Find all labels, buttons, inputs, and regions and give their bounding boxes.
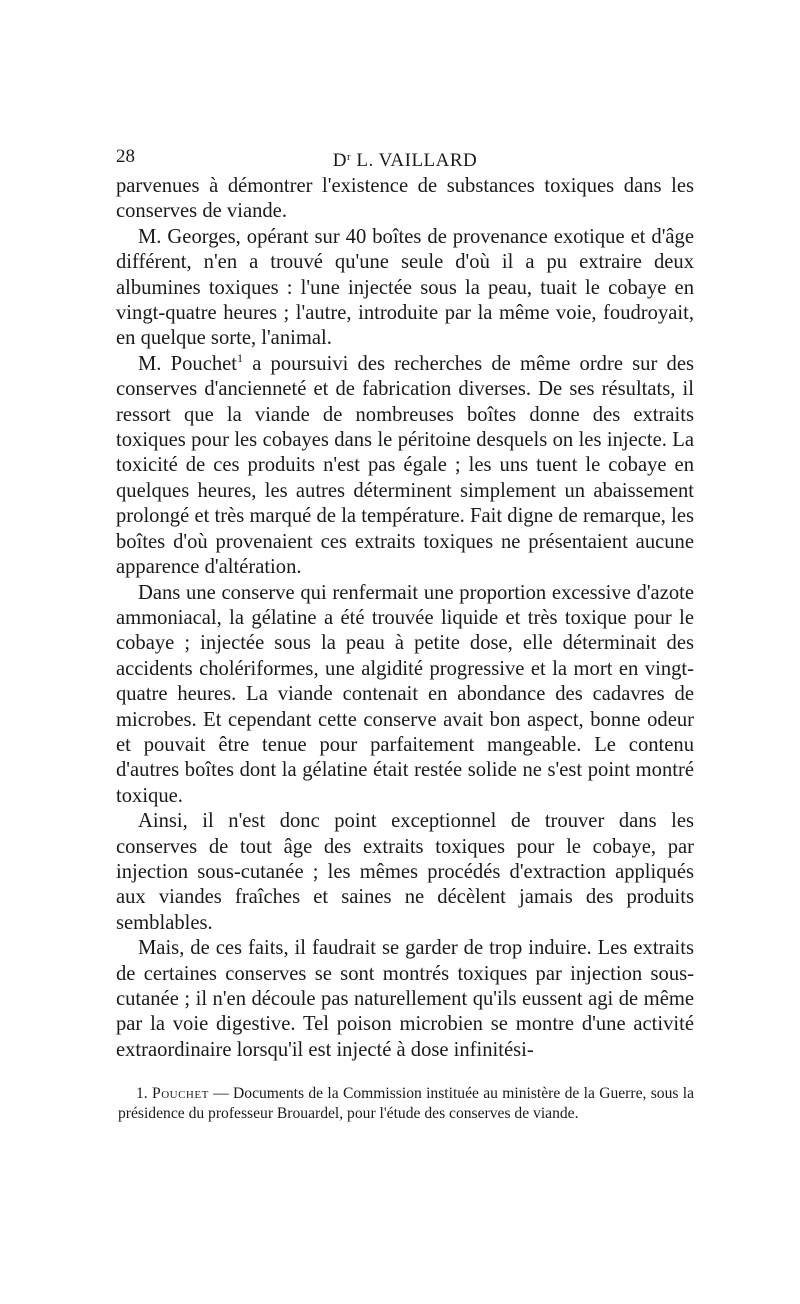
pouchet-name: M. Pouchet — [138, 352, 237, 375]
paragraph-4: Dans une conserve qui renfermait une proportion excessive d'azote ammoniacal, la gélatine a été trouvée liquide et très toxique pour le cobaye ; injectée sous la peau à petite dose, elle déterminait des accidents cholériformes, une algidité progressive et la mort en vingt-quatre heures. La viande contenait en abondance des cadavres de microbes. Et cependant cette conserve avait bon aspect, bonne odeur et pouvait être tenue pour parfaitement mangeable. Le contenu d'autres boîtes dont la gélatine était restée solide ne s'est point montré toxique. — [116, 581, 694, 807]
footnote-text: — Documents de la Commission instituée au ministère de la Guerre, sous la présidence du professeur Brouardel, pour l'étude des conserves de viande. — [118, 1085, 694, 1122]
paragraph-2: M. Georges, opérant sur 40 boîtes de provenance exotique et d'âge différent, n'en a trouvé qu'une seule d'où il a pu extraire deux albumines toxiques : l'une injectée sous la peau, tuait le cobaye en vingt-quatre heures ; l'autre, introduite par la même voie, foudroyait, en quelque sorte, l'animal. — [116, 225, 694, 350]
running-title — [116, 144, 694, 174]
footnote — [118, 1084, 694, 1123]
footnote-1 — [118, 1084, 694, 1123]
body-text — [116, 174, 694, 1063]
footnote-author: Pouchet — [152, 1085, 209, 1102]
paragraph-3 — [116, 352, 694, 581]
paragraph-6: Mais, de ces faits, il faudrait se garder de trop induire. Les extraits de certaines conserves se sont montrés toxiques par injection sous-cutanée ; il n'en découle pas naturellement qu'ils eussent agi de même par la voie digestive. Tel poison microbien se montre d'une activité extraordinaire lorsqu'il est injecté à dose infinitési- — [116, 937, 694, 1061]
paragraph-3-text: a poursuivi des recherches de même ordre sur des conserves d'ancienneté et de fabrication diverses. De ses résultats, il ressort que la viande de nombreuses boîtes donne des extraits toxiques pour les cobayes dans le péritoine desquels on les injecte. La toxicité de ces produits n'est pas égale ; les uns tuent le cobaye en quelques heures, les autres déterminent simplement un abaissement prolongé et très marqué de la température. Fait digne de remarque, les boîtes d'où provenaient ces extraits toxiques ne présentaient aucune apparence d'altération. — [116, 352, 694, 579]
running-title-name: L. VAILLARD — [351, 150, 478, 171]
running-title-superscript: r — [346, 151, 352, 163]
footnote-reference: 1 — [237, 350, 243, 365]
page-number: 28 — [116, 146, 135, 167]
paragraph-5: Ainsi, il n'est donc point exceptionnel de trouver dans les conserves de tout âge des extraits toxiques pour le cobaye, par injection sous-cutanée ; les mêmes procédés d'extraction appliqués aux viandes fraîches et saines ne décèlent jamais des produits semblables. — [116, 810, 694, 934]
paragraph-1: parvenues à démontrer l'existence de substances toxiques dans les conserves de viande. — [116, 175, 694, 223]
running-title-prefix: D — [332, 150, 347, 171]
footnote-number: 1. — [136, 1085, 148, 1102]
